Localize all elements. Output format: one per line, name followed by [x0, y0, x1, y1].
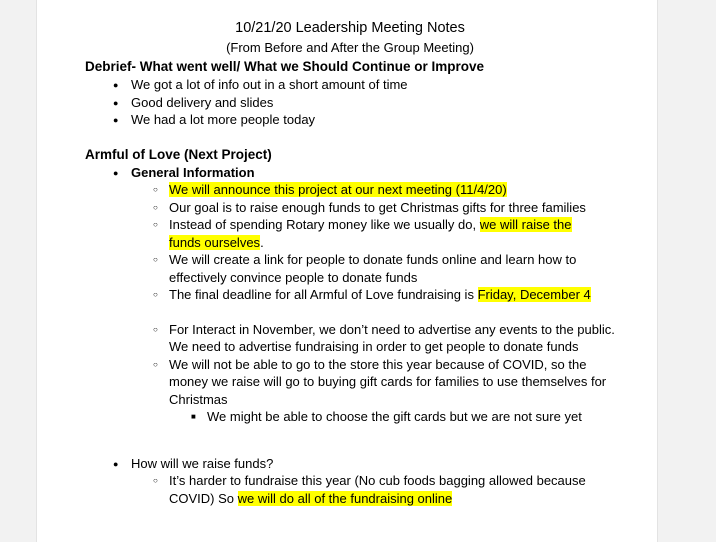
list-item: ○ We will create a link for people to donate funds online and learn how to effectively convince people to donate funds: [85, 251, 615, 286]
heading-debrief: Debrief- What went well/ What we Should Continue or Improve: [85, 59, 485, 74]
heading-armful-of-love: Armful of Love (Next Project): [85, 146, 272, 162]
document-body: [37, 0, 657, 542]
page-left-margin: [0, 0, 37, 542]
highlighted-text: Friday, December 4: [477, 287, 591, 302]
list-item: [85, 181, 615, 199]
list-item: ○ Our goal is to raise enough funds to get Christmas gifts for three families: [85, 199, 615, 217]
list-item-how-will-we-raise-funds: ● How will we raise funds?: [85, 455, 615, 473]
list-item: [85, 286, 615, 304]
page-right-margin: [657, 0, 716, 542]
spacer: [85, 304, 615, 321]
spacer: [85, 443, 615, 455]
list-item: ● Good delivery and slides: [85, 94, 615, 112]
spacer: [85, 129, 615, 146]
list-item: ○ We will not be able to go to the store this year because of COVID, so the money we raise will go to buying gift cards for families to use themselves for Christmas: [85, 356, 615, 409]
text-fragment: Instead of spending Rotary money like we usually do,: [169, 217, 480, 232]
list-item: ● We had a lot more people today: [85, 111, 615, 129]
list-item-general-information: ● General Information: [85, 164, 615, 182]
armful-of-love-list: [85, 164, 615, 508]
document-subtitle: (From Before and After the Group Meeting): [226, 40, 474, 55]
highlighted-text: We will announce this project at our next meeting (11/4/20): [169, 182, 507, 197]
highlighted-text: funds ourselves: [169, 234, 261, 250]
list-item: ● We got a lot of info out in a short amount of time: [85, 76, 615, 94]
text-fragment: .: [260, 234, 264, 250]
spacer: [85, 426, 615, 443]
list-item: [85, 472, 615, 507]
highlighted-text: we will do all of the fundraising online: [237, 490, 453, 506]
highlighted-text: we will raise the: [479, 217, 572, 232]
document-title: 10/21/20 Leadership Meeting Notes: [235, 20, 465, 36]
debrief-list: [85, 76, 615, 129]
text-fragment: The final deadline for all Armful of Love fundraising is: [169, 287, 478, 302]
text-fragment: It’s harder to fundraise this year (No cub foods bagging allowed because COVID) So: [169, 473, 586, 506]
list-item: [85, 216, 615, 251]
list-item: ■ We might be able to choose the gift cards but we are not sure yet: [85, 408, 615, 426]
list-item: ○ For Interact in November, we don’t need to advertise any events to the public. We need to advertise fundraising in order to get people to donate funds: [85, 321, 615, 356]
